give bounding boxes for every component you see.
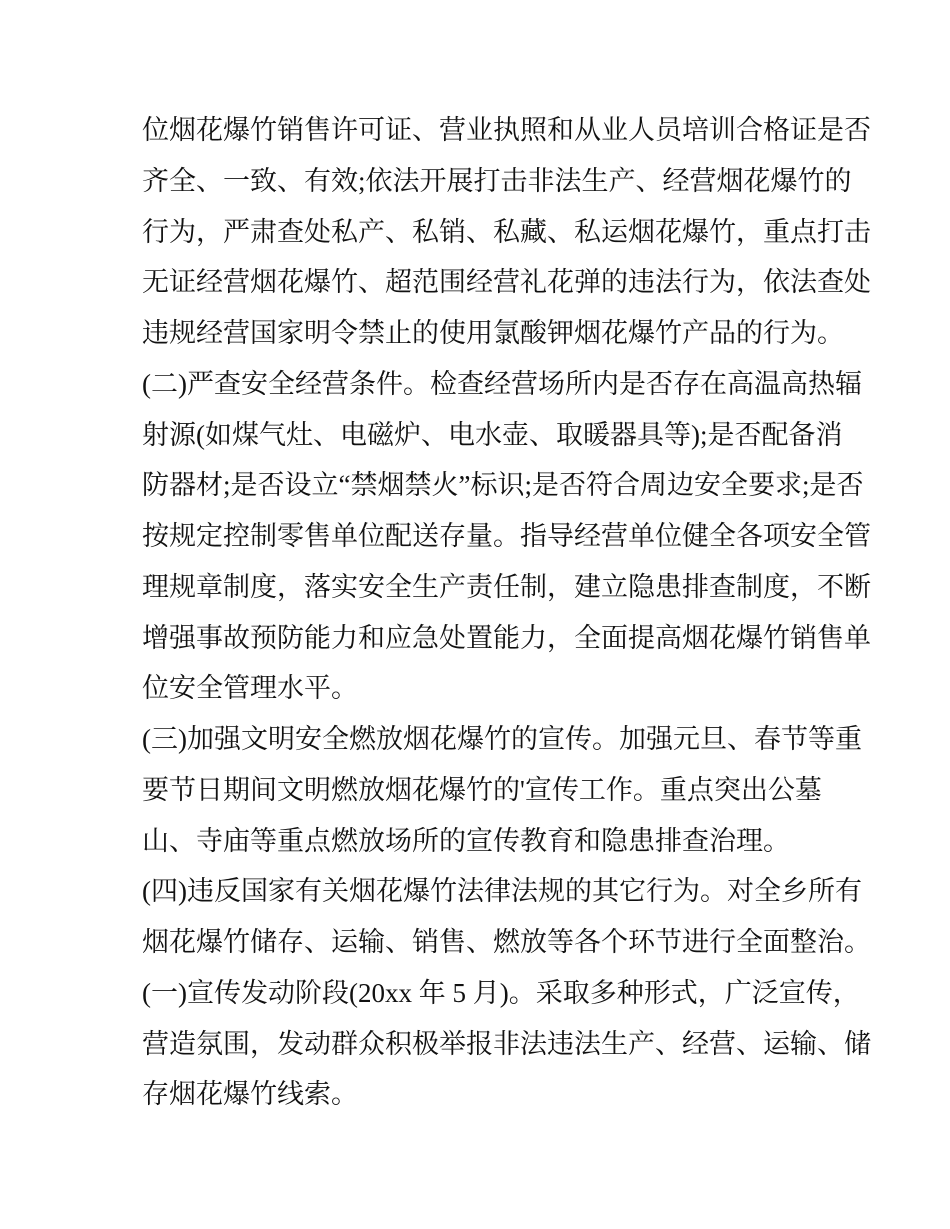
text-line: 防器材;是否设立“禁烟禁火”标识;是否符合周边安全要求;是否: [142, 470, 864, 501]
text-line: 理规章制度，落实安全生产责任制，建立隐患排查制度，不断: [142, 571, 871, 602]
text-line: 齐全、一致、有效;依法开展打击非法生产、经营烟花爆竹的: [142, 165, 852, 196]
text-line: 按规定控制零售单位配送存量。指导经营单位健全各项安全管: [142, 521, 871, 551]
text-line: 射源(如煤气灶、电磁炉、电水壶、取暖器具等);是否配备消: [142, 419, 843, 450]
text-line: 违规经营国家明令禁止的使用氯酸钾烟花爆竹产品的行为。: [142, 318, 844, 348]
text-line: (二)严查安全经营条件。检查经营场所内是否存在高温高热辐: [142, 368, 862, 399]
text-line: 烟花爆竹储存、运输、销售、燃放等各个环节进行全面整治。: [142, 927, 871, 957]
text-line: (四)违反国家有关烟花爆竹法律法规的其它行为。对全乡所有: [142, 876, 862, 907]
document-body: [142, 105, 871, 1120]
text-line: 营造氛围，发动群众积极举报非法违法生产、经营、运输、储: [142, 1028, 871, 1059]
text-line: 要节日期间文明燃放烟花爆竹的'宣传工作。重点突出公墓: [142, 774, 822, 805]
text-line: 行为，严肃查处私产、私销、私藏、私运烟花爆竹，重点打击: [142, 216, 871, 247]
text-line: 山、寺庙等重点燃放场所的宣传教育和隐患排查治理。: [142, 825, 790, 856]
text-line: (三)加强文明安全燃放烟花爆竹的宣传。加强元旦、春节等重: [142, 724, 862, 754]
text-line: 位安全管理水平。: [142, 673, 358, 704]
text-line: 无证经营烟花爆竹、超范围经营礼花弹的违法行为，依法查处: [142, 267, 871, 298]
text-line: (一)宣传发动阶段(20xx 年 5 月)。采取多种形式，广泛宣传，: [142, 977, 860, 1008]
text-line: 存烟花爆竹线索。: [142, 1079, 358, 1110]
text-line: 位烟花爆竹销售许可证、营业执照和从业人员培训合格证是否: [142, 115, 871, 145]
text-line: 增强事故预防能力和应急处置能力，全面提高烟花爆竹销售单: [142, 622, 871, 653]
